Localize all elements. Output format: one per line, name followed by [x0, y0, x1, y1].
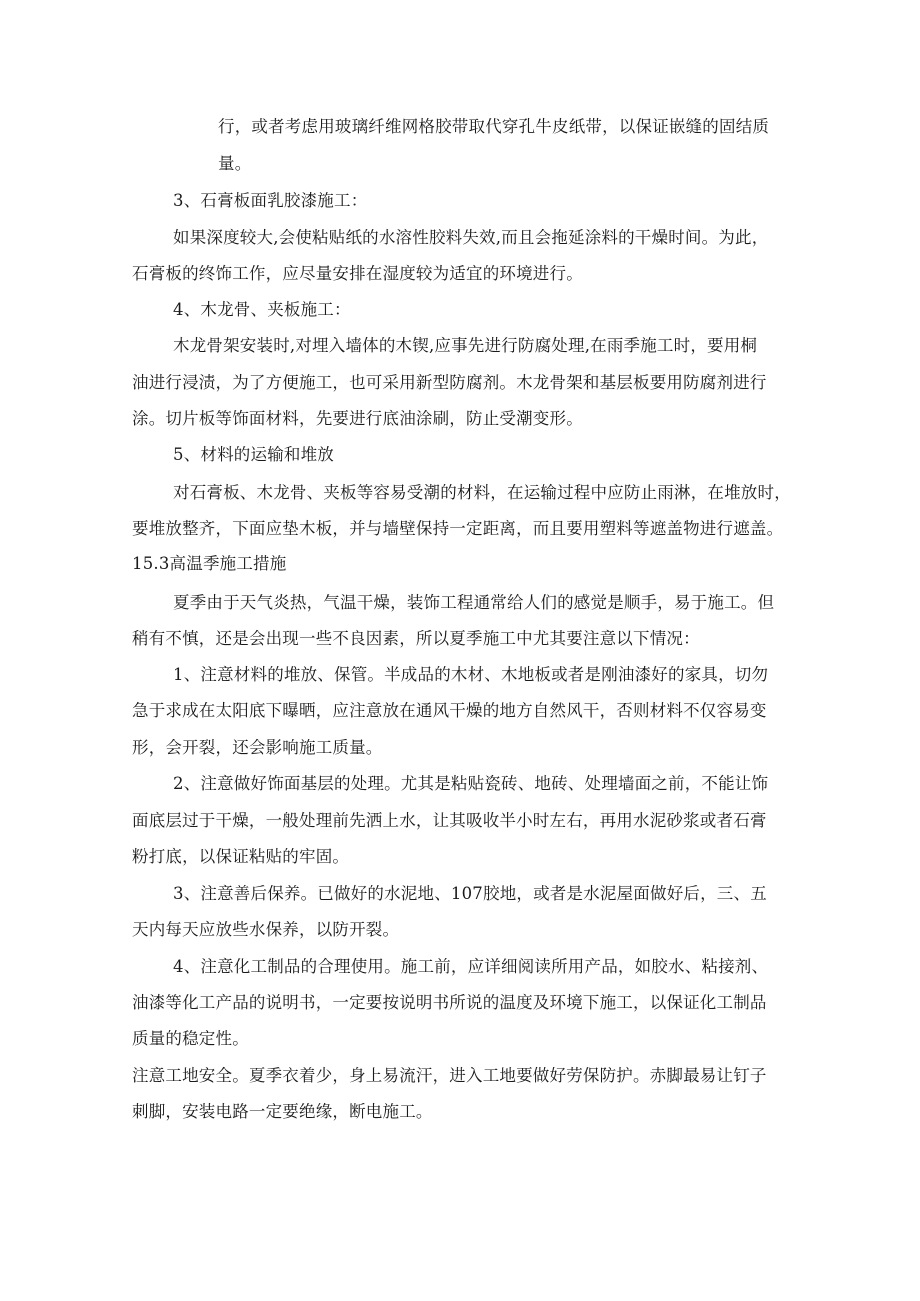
- section-heading: 3、石膏板面乳胶漆施工：: [173, 191, 368, 210]
- section-heading: 5、材料的运输和堆放: [173, 445, 334, 464]
- text-line: 天内每天应放些水保养，以防开裂。: [132, 920, 400, 939]
- text-line: 油漆等化工产品的说明书，一定要按说明书所说的温度及环境下施工，以保证化工制品: [132, 993, 767, 1012]
- text-line: 4、注意化工制品的合理使用。施工前，应详细阅读所用产品，如胶水、粘接剂、: [173, 957, 769, 976]
- text-line: 注意工地安全。夏季衣着少，身上易流汗，进入工地要做好劳保防护。赤脚最易让钉子: [132, 1066, 767, 1085]
- text-line: 对石膏板、木龙骨、夹板等容易受潮的材料，在运输过程中应防止雨淋，在堆放时，: [173, 483, 791, 502]
- text-line: 3、注意善后保养。已做好的水泥地、107胶地，或者是水泥屋面做好后，三、五: [173, 884, 767, 903]
- text-line: 2、注意做好饰面基层的处理。尤其是粘贴瓷砖、地砖、处理墙面之前，不能让饰: [173, 774, 769, 793]
- text-line: 稍有不慎，还是会出现一些不良因素，所以夏季施工中尤其要注意以下情况：: [132, 629, 700, 648]
- text-line: 1、注意材料的堆放、保管。半成品的木材、木地板或者是刚油漆好的家具，切勿: [173, 665, 769, 684]
- text-line: 要堆放整齐，下面应垫木板，并与墙壁保持一定距离，而且要用塑料等遮盖物进行遮盖。: [132, 519, 784, 538]
- text-line: 如果深度较大,会使粘贴纸的水溶性胶料失效,而且会拖延涂料的干燥时间。为此，: [173, 228, 769, 247]
- text-line: 急于求成在太阳底下曝晒，应注意放在通风干燥的地方自然风干，否则材料不仅容易变: [132, 701, 767, 720]
- section-title: 15.3高温季施工措施: [132, 554, 287, 573]
- text-line: 涂。切片板等饰面材料，先要进行底油涂刷，防止受潮变形。: [132, 409, 583, 428]
- text-line: 行，或者考虑用玻璃纤维网格胶带取代穿孔牛皮纸带，以保证嵌缝的固结质: [218, 117, 770, 136]
- section-heading: 4、木龙骨、夹板施工：: [173, 300, 351, 319]
- text-line: 石膏板的终饰工作，应尽量安排在湿度较为适宜的环境进行。: [132, 264, 583, 283]
- text-line: 面底层过于干燥，一般处理前先洒上水，让其吸收半小时左右，再用水泥砂浆或者石膏: [132, 811, 767, 830]
- text-line: 刺脚，安装电路一定要绝缘，断电施工。: [132, 1102, 433, 1121]
- text-line: 形，会开裂，还会影响施工质量。: [132, 738, 383, 757]
- text-line: 木龙骨架安装时,对埋入墙体的木锲,应事先进行防腐处理,在雨季施工时，要用桐: [173, 336, 758, 355]
- text-line: 粉打底，以保证粘贴的牢固。: [132, 847, 350, 866]
- text-line: 夏季由于天气炎热，气温干燥，装饰工程通常给人们的感觉是顺手，易于施工。但: [173, 593, 775, 612]
- text-line: 油进行浸渍，为了方便施工，也可采用新型防腐剂。木龙骨架和基层板要用防腐剂进行: [132, 373, 767, 392]
- text-line: 量。: [218, 154, 252, 173]
- text-line: 质量的稳定性。: [132, 1029, 249, 1048]
